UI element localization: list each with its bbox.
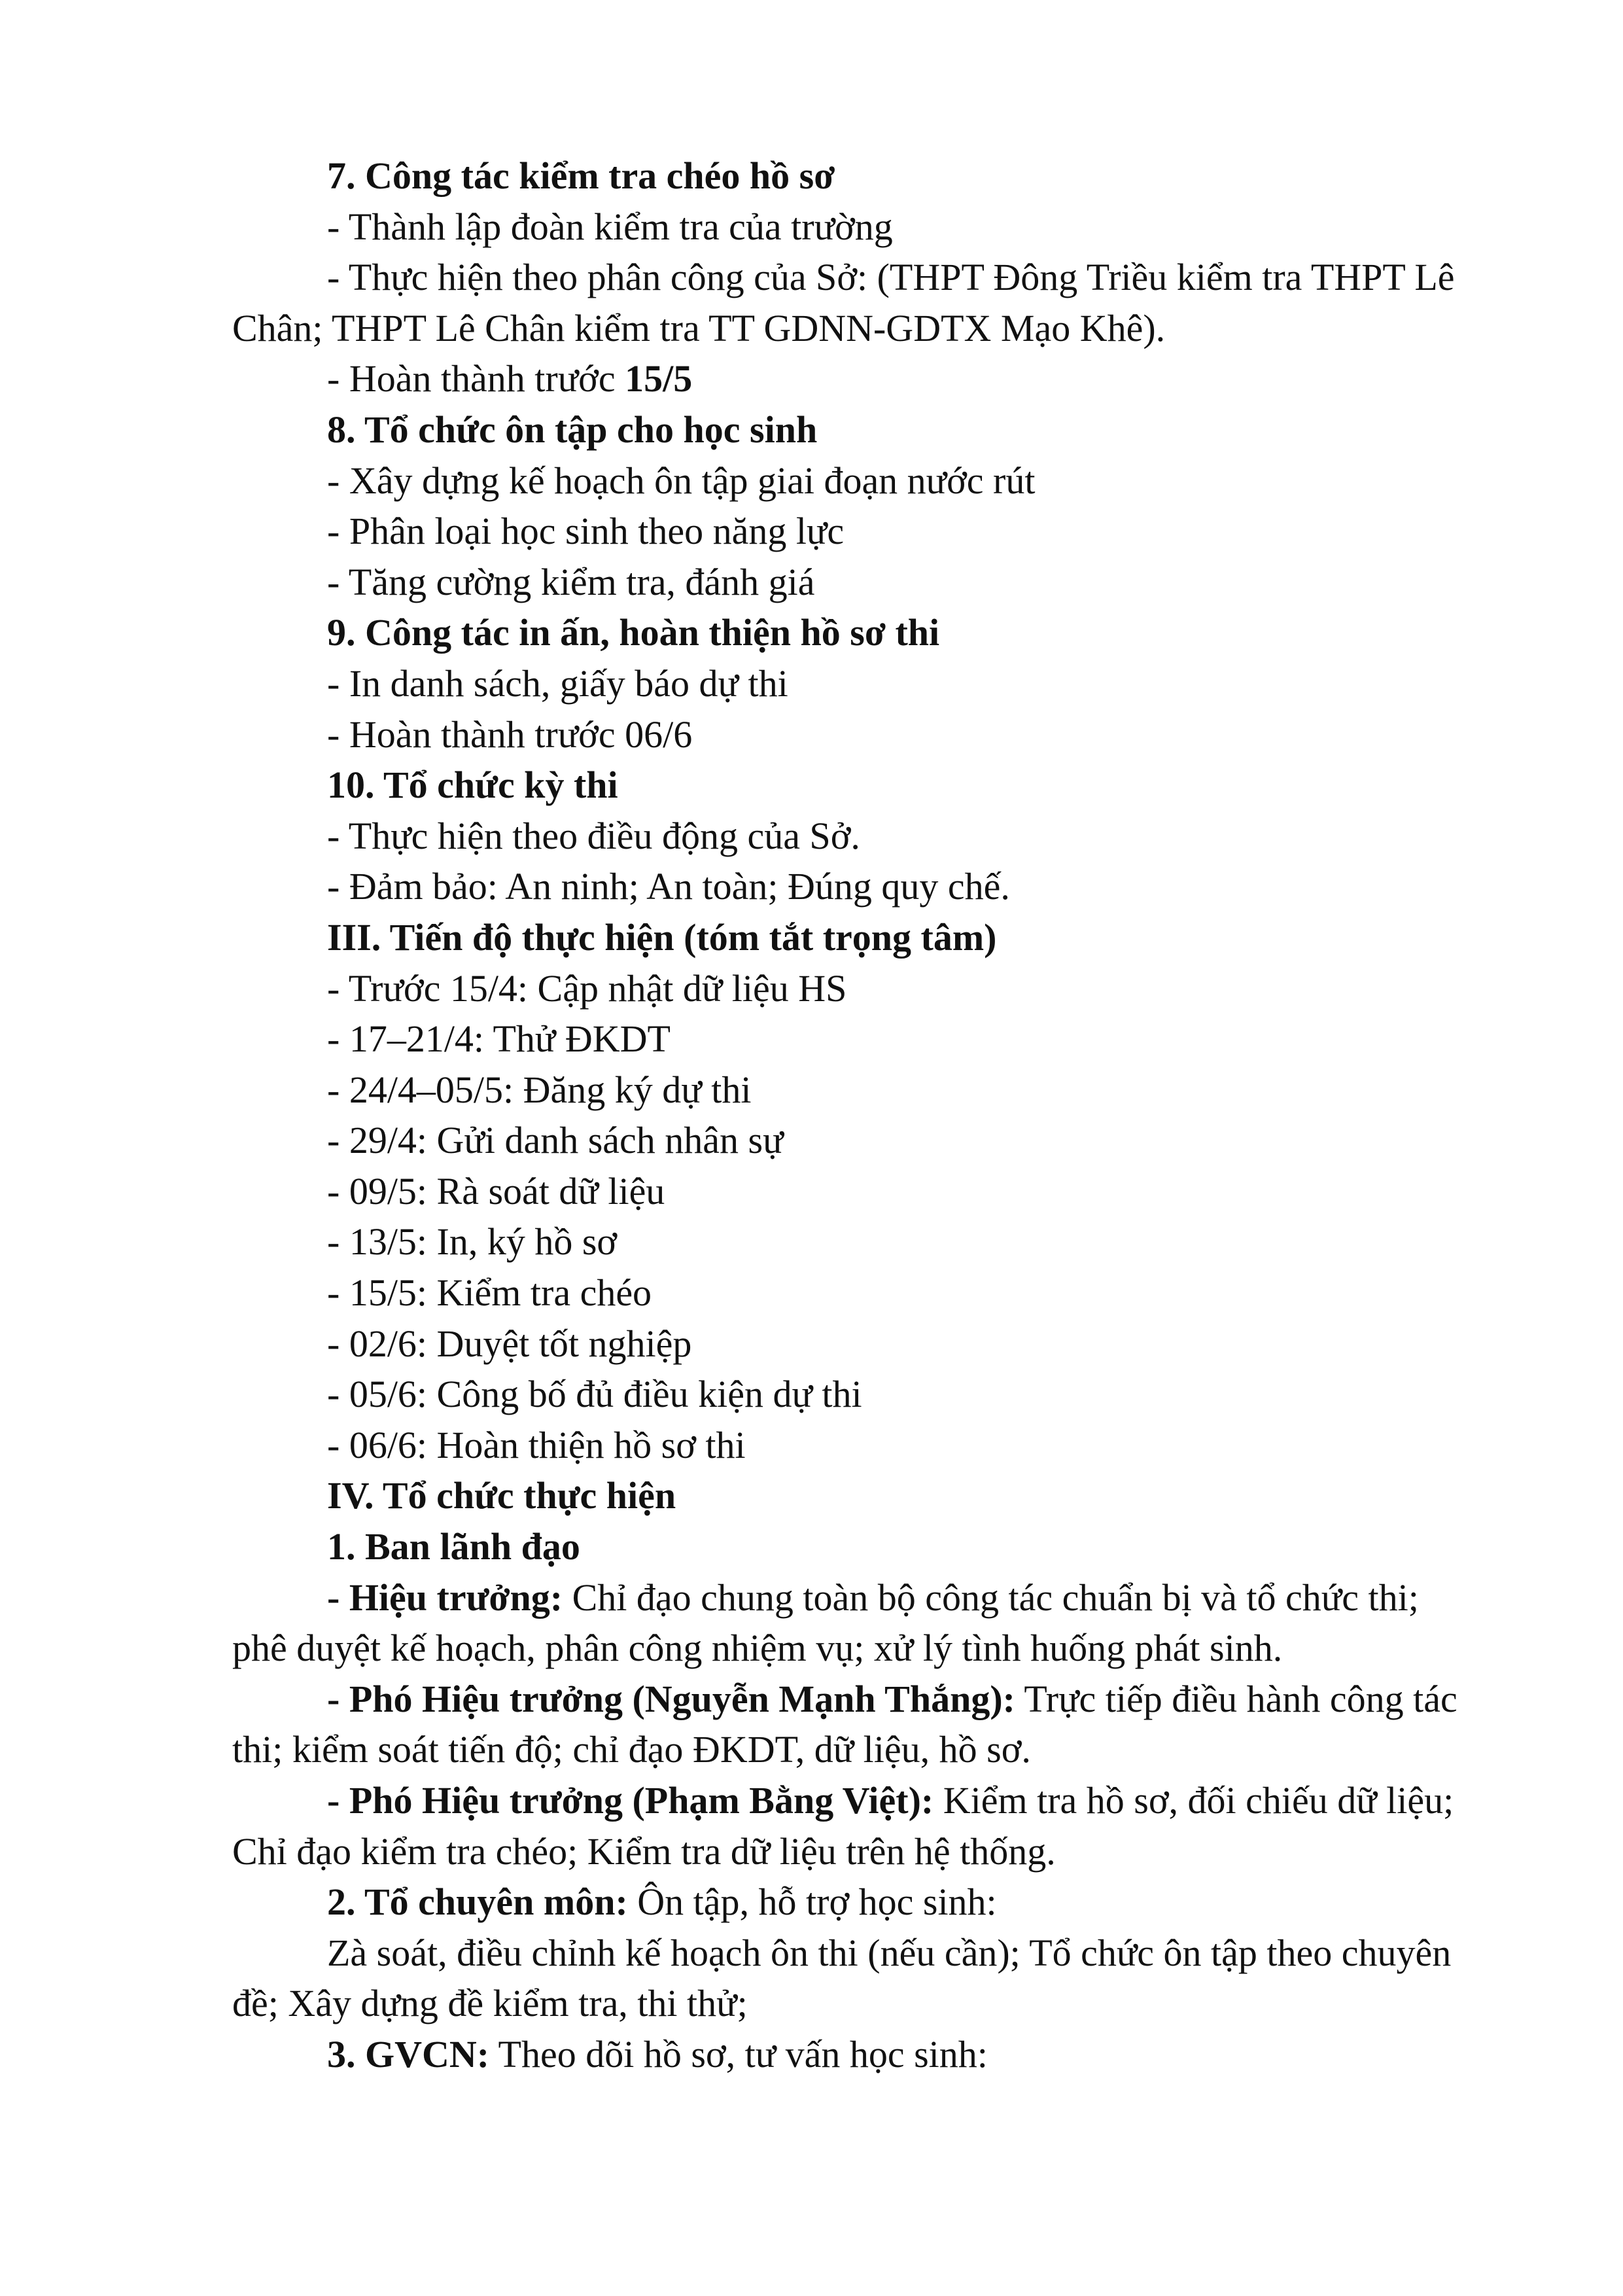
schedule-item: - 06/6: Hoàn thiện hồ sơ thi: [327, 1423, 746, 1466]
deadline-date: 15/5: [625, 357, 693, 400]
role-label: - Phó Hiệu trưởng (Phạm Bằng Việt):: [327, 1779, 934, 1822]
document-page: [232, 150, 1475, 2080]
list-item: - Thành lập đoàn kiểm tra của trường: [327, 205, 893, 248]
list-item: - Phân loại học sinh theo năng lực: [327, 510, 845, 553]
list-item: - Đảm bảo: An ninh; An toàn; Đúng quy chế.: [327, 865, 1010, 908]
schedule-item: - Trước 15/4: Cập nhật dữ liệu HS: [327, 966, 847, 1010]
subsection-2-text: Ôn tập, hỗ trợ học sinh:: [627, 1881, 997, 1924]
vice-principal-1-duty: [232, 1674, 1475, 1725]
schedule-item: - 09/5: Rà soát dữ liệu: [327, 1169, 665, 1212]
item-text: - Hoàn thành trước: [327, 357, 625, 400]
list-item: - Xây dựng kế hoạch ôn tập giai đoạn nước rút: [327, 459, 1036, 502]
subsection-3-label: 3. GVCN:: [327, 2032, 490, 2075]
subsection-2-label: 2. Tổ chuyên môn:: [327, 1881, 628, 1924]
list-item: - Thực hiện theo phân công của Sở: (THPT Đông Triều kiểm tra THPT Lê: [327, 256, 1455, 299]
vice-principal-1-duty-continuation: thi; kiểm soát tiến độ; chỉ đạo ĐKDT, dữ liệu, hồ sơ.: [232, 1728, 1031, 1771]
subsection-2-body-continuation: đề; Xây dựng đề kiểm tra, thi thử;: [232, 1982, 748, 2025]
schedule-item: - 15/5: Kiểm tra chéo: [327, 1271, 652, 1315]
subsection-3: [232, 2029, 1475, 2080]
schedule-item: - 13/5: In, ký hồ sơ: [327, 1220, 618, 1263]
schedule-item: - 24/4–05/5: Đăng ký dự thi: [327, 1068, 752, 1111]
schedule-item: - 29/4: Gửi danh sách nhân sự: [327, 1119, 784, 1162]
schedule-item: - 05/6: Công bố đủ điều kiện dự thi: [327, 1373, 862, 1416]
principal-duty: [232, 1572, 1475, 1623]
section-9-heading: 9. Công tác in ấn, hoàn thiện hồ sơ thi: [327, 611, 940, 654]
vice-principal-2-duty-continuation: Chỉ đạo kiểm tra chéo; Kiểm tra dữ liệu trên hệ thống.: [232, 1829, 1056, 1873]
list-item: - In danh sách, giấy báo dự thi: [327, 662, 788, 705]
role-label: - Hiệu trưởng:: [327, 1576, 563, 1619]
schedule-item: - 02/6: Duyệt tốt nghiệp: [327, 1322, 692, 1365]
role-text: Trực tiếp điều hành công tác: [1015, 1677, 1457, 1720]
subsection-3-text: Theo dõi hồ sơ, tư vấn học sinh:: [489, 2032, 988, 2075]
schedule-item: - 17–21/4: Thử ĐKDT: [327, 1017, 671, 1061]
section-IV-heading: IV. Tổ chức thực hiện: [327, 1474, 676, 1517]
principal-duty-continuation: phê duyệt kế hoạch, phân công nhiệm vụ; xử lý tình huống phát sinh.: [232, 1627, 1283, 1670]
role-text: Chỉ đạo chung toàn bộ công tác chuẩn bị và tổ chức thi;: [563, 1576, 1419, 1619]
subsection-2-body: Zà soát, điều chỉnh kế hoạch ôn thi (nếu cần); Tổ chức ôn tập theo chuyên: [327, 1931, 1452, 1974]
list-item-continuation: Chân; THPT Lê Chân kiểm tra TT GDNN-GDTX Mạo Khê).: [232, 306, 1166, 349]
list-item: - Tăng cường kiểm tra, đánh giá: [327, 560, 815, 603]
role-label: - Phó Hiệu trưởng (Nguyễn Mạnh Thắng):: [327, 1677, 1015, 1720]
list-item: - Thực hiện theo điều động của Sở.: [327, 814, 860, 857]
vice-principal-2-duty: [232, 1775, 1475, 1826]
section-8-heading: 8. Tổ chức ôn tập cho học sinh: [327, 408, 818, 451]
list-item: [232, 353, 1475, 404]
list-item: - Hoàn thành trước 06/6: [327, 713, 693, 756]
section-III-heading: III. Tiến độ thực hiện (tóm tắt trọng tâm): [327, 915, 997, 959]
section-7-heading: 7. Công tác kiểm tra chéo hồ sơ: [327, 154, 835, 197]
role-text: Kiểm tra hồ sơ, đối chiếu dữ liệu;: [934, 1779, 1454, 1822]
subsection-1-heading: 1. Ban lãnh đạo: [327, 1525, 580, 1568]
section-10-heading: 10. Tổ chức kỳ thi: [327, 764, 618, 807]
subsection-2: [232, 1877, 1475, 1928]
